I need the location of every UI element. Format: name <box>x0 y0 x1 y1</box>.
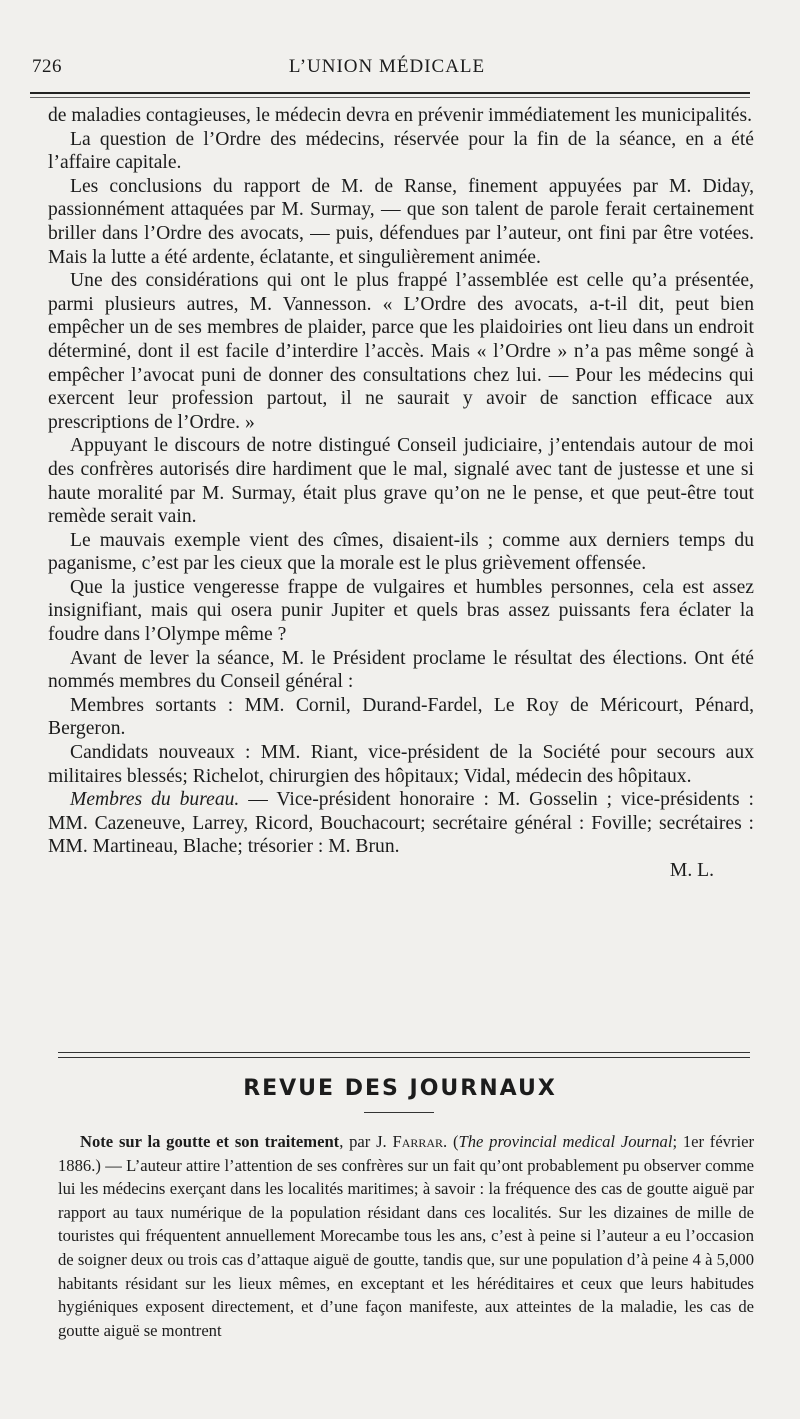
bureau-text: — Vice-président honoraire : M. Gosselin ; vice-présidents : MM. Cazeneuve, Larrey, Ricord, Bouchacourt; secrétaire général : Foville; secrétaires : MM. Martineau, Blache; trésorier : M. Brun. <box>48 789 754 858</box>
page-header <box>32 56 742 86</box>
article-paragraph: La question de l’Ordre des médecins, réservée pour la fin de la séance, en a été l’affaire capitale. <box>48 128 754 174</box>
review-source: The provincial medical Journal <box>458 1132 673 1151</box>
bureau-label: Membres du bureau. <box>70 789 240 811</box>
article-paragraph: Les conclusions du rapport de M. de Ranse, finement appuyées par M. Diday, passionnément attaquées par M. Surmay, — que son talent de parole ferait certainement briller dans l’Ordre des avocats, — puis, défendues par l’auteur, ont fini par être votées. Mais la lutte a été ardente, éclatante, et singulièrement animée. <box>48 175 754 268</box>
running-title: L’UNION MÉDICALE <box>288 56 486 77</box>
review-author: Farrar <box>392 1132 444 1151</box>
article-paragraph: Avant de lever la séance, M. le Président proclame le résultat des élections. Ont été nommés membres du Conseil général : <box>48 647 754 693</box>
section-divider <box>58 1052 750 1053</box>
review-paragraph <box>58 1130 754 1342</box>
review-text: — L’auteur attire l’attention de ses confrères sur un fait qu’ont probablement pu observer comme lui les médecins exerçant dans les localités maritimes; à savoir : la fréquence des cas de goutte aiguë par rapport au taux numérique de la population résidant dans ces localités. Sur les dizaines de mille de touristes qui fréquentent annuellement Morecambe tous les ans, c’est à peine si l’auteur a eu l’occasion de soigner deux ou trois cas d’attaque aiguë de goutte, tandis que, sur une population d’à peine 4 à 5,000 habitants résidant sur les lieux mêmes, en exceptant et les héréditaires et ceux que leurs habitudes hygiéniques exposent directement, et d’une façon manifeste, aux atteintes de la maladie, les cas de goutte aiguë se montrent <box>58 1155 754 1340</box>
article-paragraph: Candidats nouveaux : MM. Riant, vice-président de la Société pour secours aux militaires blessés; Richelot, chirurgien des hôpitaux; Vidal, médecin des hôpitaux. <box>48 742 754 787</box>
review-lead: Note sur la goutte et son traitement <box>80 1132 340 1151</box>
section-title-underline <box>364 1112 434 1113</box>
review-by: , par J. <box>339 1132 393 1151</box>
page-number: 726 <box>32 56 62 77</box>
section-divider <box>58 1057 750 1058</box>
article-paragraph: Une des considérations qui ont le plus frappé l’assemblée est celle qu’a présentée, parmi plusieurs autres, M. Vannesson. « L’Ordre des avocats, a-t-il dit, peut bien empêcher un de ses membres de plaider, parce que les plaidoiries ont lieu dans un endroit déterminé, dont il est facile d’interdire l’accès. Mais « l’Ordre » n’a pas même songé à empêcher l’avocat puni de donner des consultations chez lui. — Pour les médecins qui exercent leur profession partout, il ne saurait y avoir de sanction efficace aux prescriptions de l’Ordre. » <box>48 270 754 433</box>
signature: M. L. <box>669 860 714 881</box>
section-title: REVUE DES JOURNAUX <box>243 1076 557 1101</box>
review-source-date: ; 1er février 1886.) <box>58 1132 755 1175</box>
header-rule-thin <box>30 97 750 98</box>
review-open-paren: . ( <box>443 1132 459 1151</box>
article-body <box>48 104 754 883</box>
header-rule <box>30 92 750 94</box>
bureau-paragraph <box>48 788 754 859</box>
article-paragraph: Membres sortants : MM. Cornil, Durand-Fardel, Le Roy de Méricourt, Pénard, Bergeron. <box>48 694 754 740</box>
article-paragraph: Le mauvais exemple vient des cîmes, disaient-ils ; comme aux derniers temps du paganisme, c’est par les cieux que la morale est le plus grièvement offensée. <box>48 529 754 575</box>
article-paragraph: Appuyant le discours de notre distingué Conseil judiciaire, j’entendais autour de moi des confrères autorisés dire hardiment que le mal, signalé avec tant de justesse et une si haute moralité par M. Surmay, était plus grave qu’on ne le pense, et que peut-être tout remède serait vain. <box>48 435 754 528</box>
article-paragraph: de maladies contagieuses, le médecin devra en prévenir immédiatement les municipalités. <box>48 105 753 126</box>
review-body <box>58 1130 754 1342</box>
article-paragraph: Que la justice vengeresse frappe de vulgaires et humbles personnes, cela est assez insignifiant, mais qui osera punir Jupiter et quels bras assez puissants fera éclater la foudre dans l’Olympe même ? <box>48 576 754 646</box>
